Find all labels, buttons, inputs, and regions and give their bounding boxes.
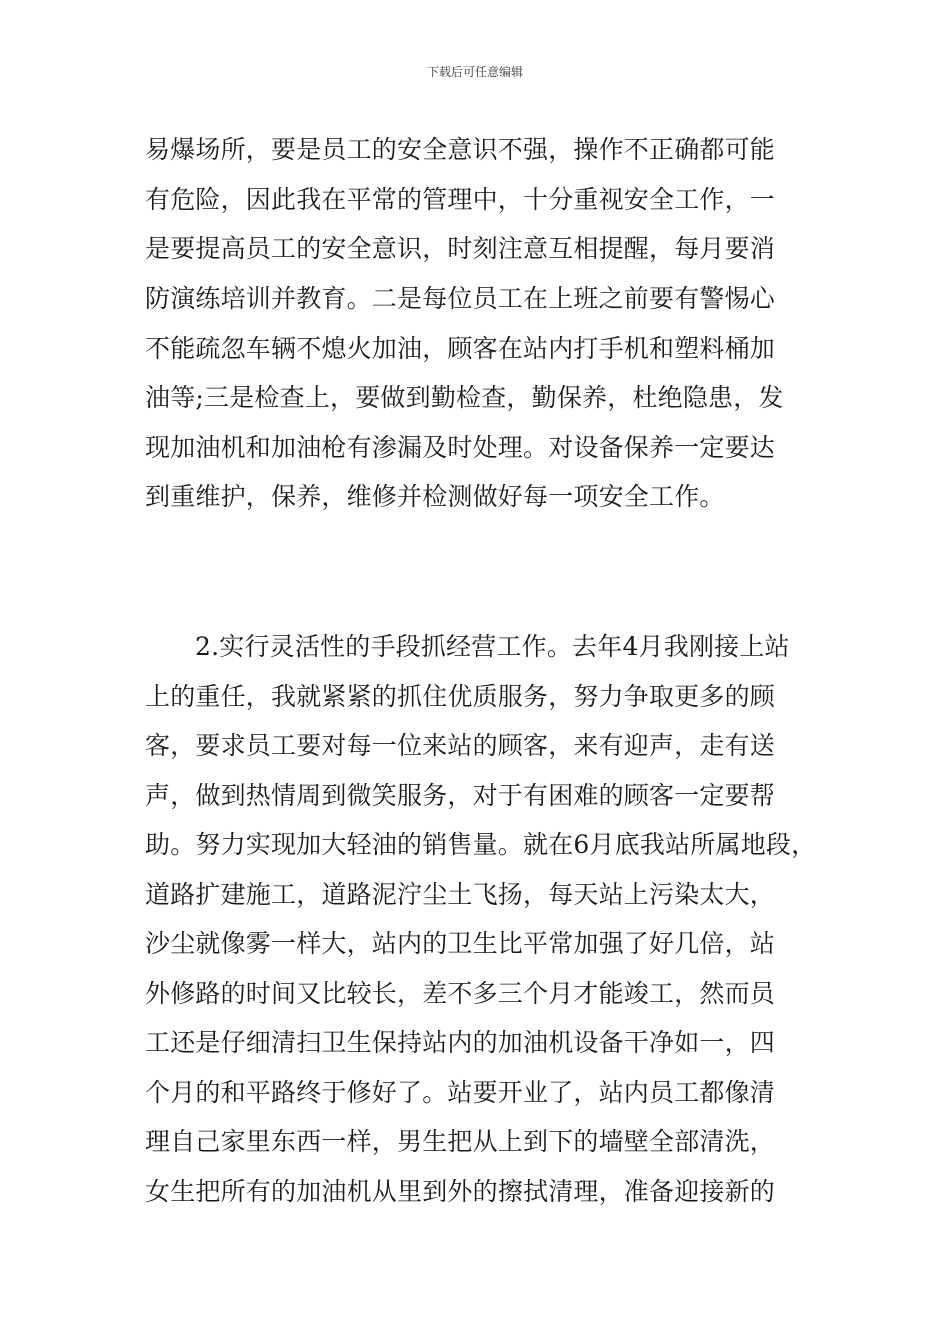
- text-line: 理自己家里东西一样，男生把从上到下的墙壁全部清洗，: [145, 1127, 776, 1156]
- text-line: 防演练培训并教育。二是每位员工在上班之前要有警惕心: [145, 284, 776, 313]
- text-line: 不能疏忽车辆不熄火加油，顾客在站内打手机和塑料桶加: [145, 334, 776, 363]
- text-line: 是要提高员工的安全意识，时刻注意互相提醒，每月要消: [145, 234, 776, 263]
- text-line: 个月的和平路终于修好了。站要开业了，站内员工都像清: [145, 1078, 776, 1107]
- text-line: 2.实行灵活性的手段抓经营工作。去年4月我刚接上站: [195, 632, 790, 661]
- text-line: 助。努力实现加大轻油的销售量。就在6月底我站所属地段，: [145, 830, 817, 859]
- text-line: 外修路的时间又比较长，差不多三个月才能竣工，然而员: [145, 979, 776, 1008]
- text-line: 有危险，因此我在平常的管理中，十分重视安全工作，一: [145, 185, 776, 214]
- text-line: 工还是仔细清扫卫生保持站内的加油机设备干净如一，四: [145, 1028, 776, 1057]
- page-header-note: 下载后可任意编辑: [426, 65, 523, 79]
- text-line: 油等;三是检查上，要做到勤检查，勤保养，杜绝隐患，发: [145, 383, 784, 412]
- text-line: 易爆场所，要是员工的安全意识不强，操作不正确都可能: [145, 135, 776, 164]
- text-line: 上的重任，我就紧紧的抓住优质服务，努力争取更多的顾: [145, 682, 776, 711]
- text-line: 女生把所有的加油机从里到外的擦拭清理，准备迎接新的: [145, 1177, 776, 1206]
- text-line: 客，要求员工要对每一位来站的顾客，来有迎声，走有送: [145, 731, 776, 760]
- text-line: 沙尘就像雾一样大，站内的卫生比平常加强了好几倍，站: [145, 929, 776, 958]
- text-line: 现加油机和加油枪有渗漏及时处理。对设备保养一定要达: [145, 433, 776, 462]
- text-line: 声，做到热情周到微笑服务，对于有困难的顾客一定要帮: [145, 781, 776, 810]
- text-line: 道路扩建施工，道路泥泞尘土飞扬，每天站上污染太大，: [145, 880, 776, 909]
- text-line: 到重维护，保养，维修并检测做好每一项安全工作。: [145, 482, 725, 511]
